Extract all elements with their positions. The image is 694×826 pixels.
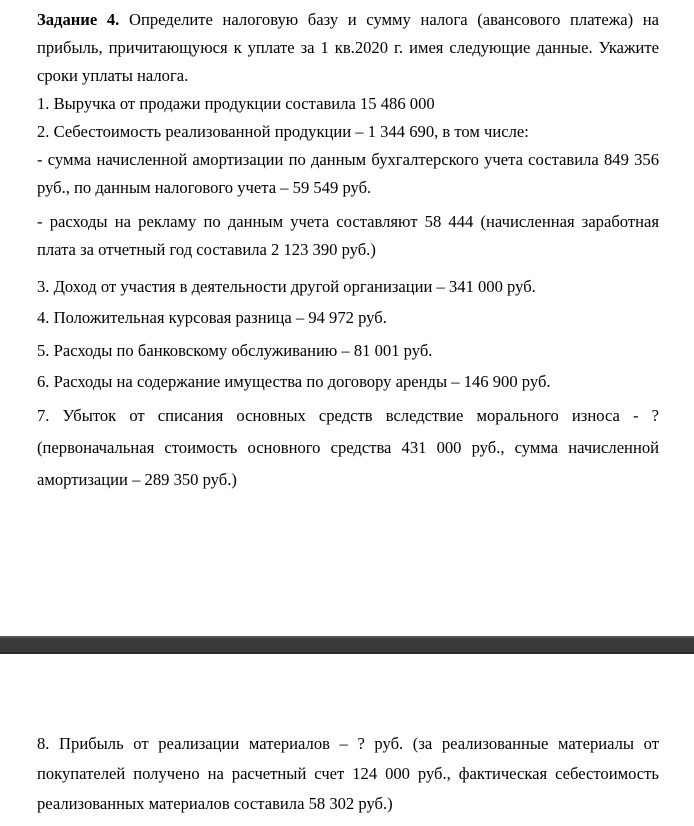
document-page-2 xyxy=(0,654,694,826)
task-title: Задание 4. xyxy=(37,10,120,29)
item-7: 7. Убыток от списания основных средств вследствие морального износа - ? (первоначальная стоимость основного средства 431 000 руб., сумма начисленной амортизации – 289 350 руб.) xyxy=(37,406,659,489)
page-separator xyxy=(0,636,694,654)
item-8: 8. Прибыль от реализации материалов – ? руб. (за реализованные материалы от покупателей получено на расчетный счет 124 000 руб., фактическая себестоимость реализованных материалов составила 58 302 руб.) xyxy=(37,734,659,813)
item-2-advertising: - расходы на рекламу по данным учета составляют 58 444 (начисленная заработная плата за отчетный год составила 2 123 390 руб.) xyxy=(37,212,659,259)
item-4: 4. Положительная курсовая разница – 94 972 руб. xyxy=(37,308,387,327)
item-5: 5. Расходы по банковскому обслуживанию – 81 001 руб. xyxy=(37,341,433,360)
item-6: 6. Расходы на содержание имущества по договору аренды – 146 900 руб. xyxy=(37,372,551,391)
item-2-amortization: - сумма начисленной амортизации по данным бухгалтерского учета составила 849 356 руб., по данным налогового учета – 59 549 руб. xyxy=(37,150,659,197)
item-2: 2. Себестоимость реализованной продукции – 1 344 690, в том числе: xyxy=(37,122,529,141)
task-intro: Определите налоговую базу и сумму налога (авансового платежа) на прибыль, причитающуюся к уплате за 1 кв.2020 г. имея следующие данные. Укажите сроки уплаты налога. xyxy=(37,10,660,85)
item-1: 1. Выручка от продажи продукции составила 15 486 000 xyxy=(37,94,435,113)
task-paragraph xyxy=(37,6,659,90)
item-3: 3. Доход от участия в деятельности другой организации – 341 000 руб. xyxy=(37,277,536,296)
